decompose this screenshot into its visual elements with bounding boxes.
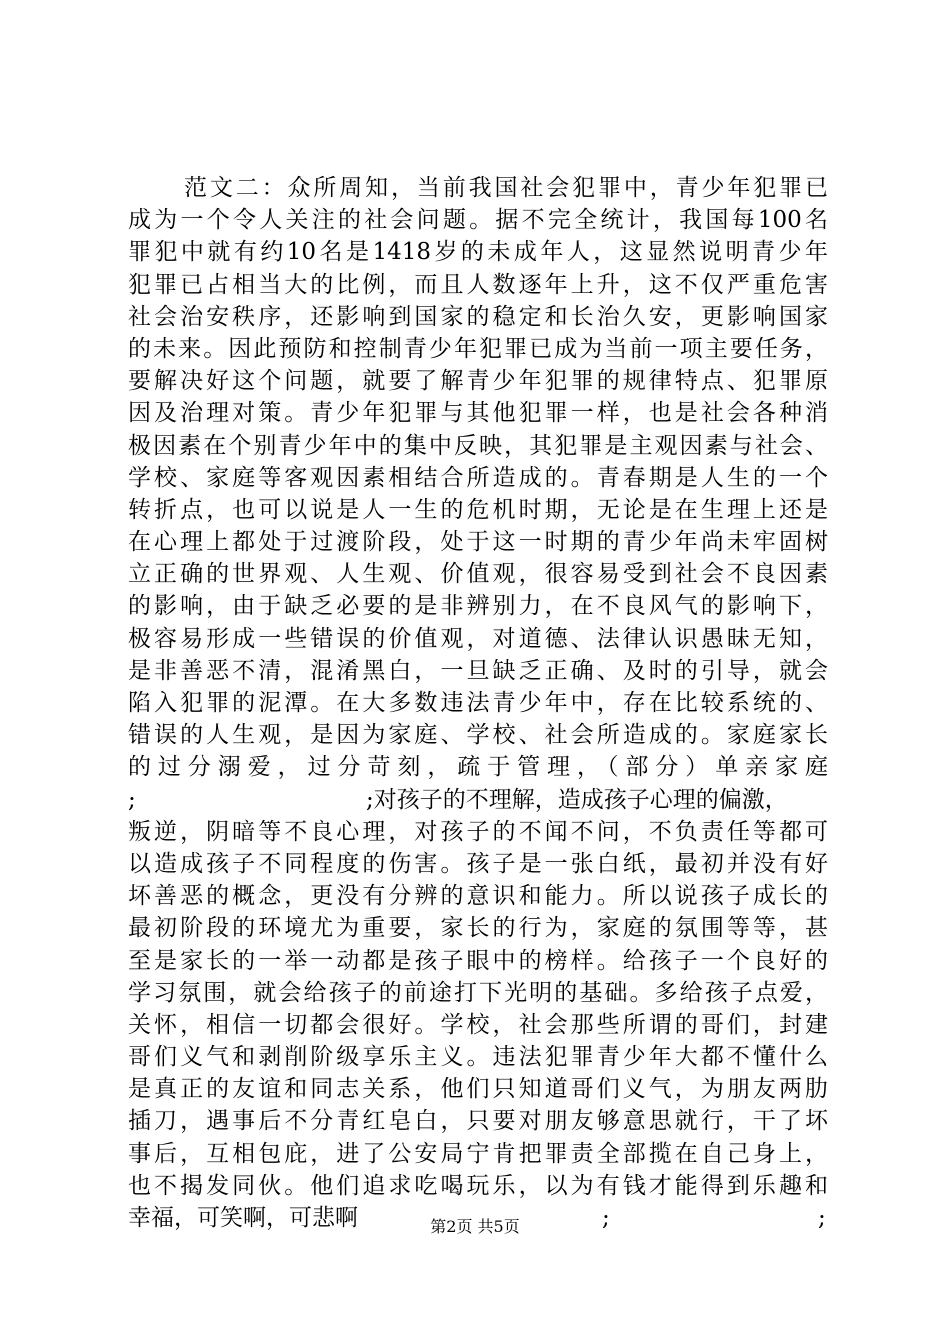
- text-line: 极因素在个别青少年中的集中反映，其犯罪是主观因素与社会、: [128, 432, 828, 459]
- semicolon-mark: ;: [818, 1205, 826, 1231]
- text-line: 罪犯中就有约10名是1418岁的未成年人，这显然说明青少年: [128, 239, 828, 266]
- text-line: 的未来。因此预防和控制青少年犯罪已成为当前一项主要任务，: [128, 335, 828, 362]
- text-line: 是非善恶不清，混淆黑白，一旦缺乏正确、及时的引导，就会: [128, 657, 828, 684]
- text-line: 立正确的世界观、人生观、价值观，很容易受到社会不良因素: [128, 561, 828, 588]
- article-body: [128, 172, 828, 1234]
- text-line: 因及治理对策。青少年犯罪与其他犯罪一样，也是社会各种消: [128, 400, 828, 427]
- text-line: 犯罪已占相当大的比例，而且人数逐年上升，这不仅严重危害: [128, 271, 828, 298]
- text-line: 是真正的友谊和同志关系，他们只知道哥们义气，为朋友两肋: [128, 1076, 828, 1103]
- text-line: 要解决好这个问题，就要了解青少年犯罪的规律特点、犯罪原: [128, 368, 828, 395]
- semicolon-mark: ;: [128, 786, 136, 813]
- text-line: 的过分溺爱，过分苛刻，疏于管理，（部分）单亲家庭: [128, 754, 828, 781]
- text-line: 学校、家庭等客观因素相结合所造成的。青春期是人生的一个: [128, 464, 828, 491]
- text-line: [128, 784, 828, 816]
- page-footer: [0, 1214, 950, 1237]
- text-line: 叛逆，阴暗等不良心理，对孩子的不闻不问，不负责任等都可: [128, 818, 828, 845]
- text-line: 陷入犯罪的泥潭。在大多数违法青少年中，存在比较系统的、: [128, 690, 828, 716]
- text-line: 也不揭发同伙。他们追求吃喝玩乐，以为有钱才能得到乐趣和: [128, 1172, 828, 1199]
- text-line: 以造成孩子不同程度的伤害。孩子是一张白纸，最初并没有好: [128, 850, 828, 877]
- text-line: 范文二：众所周知，当前我国社会犯罪中，青少年犯罪已: [184, 175, 828, 201]
- text-line: 最初阶段的环境尤为重要，家长的行为，家庭的氛围等等，甚: [128, 915, 828, 942]
- text-line: 极容易形成一些错误的价值观，对道德、法律认识愚昧无知，: [128, 625, 828, 652]
- text-line: 错误的人生观，是因为家庭、学校、社会所造成的。家庭家长: [128, 722, 828, 749]
- text-line: 至是家长的一举一动都是孩子眼中的榜样。给孩子一个良好的: [128, 947, 828, 974]
- page-number-label: 第2页 共5页: [430, 1217, 520, 1236]
- text-line: 事后，互相包庇，进了公安局宁肯把罪责全部揽在自己身上，: [128, 1140, 828, 1167]
- text-line: 哥们义气和剥削阶级享乐主义。违法犯罪青少年大都不懂什么: [128, 1044, 828, 1071]
- text-line: 成为一个令人关注的社会问题。据不完全统计，我国每100名: [128, 207, 828, 234]
- text-line: 的影响，由于缺乏必要的是非辨别力，在不良风气的影响下，: [128, 593, 828, 620]
- text-line: 插刀，遇事后不分青红皂白，只要对朋友够意思就行，干了坏: [128, 1108, 828, 1135]
- text-fragment: ;对孩子的不理解，造成孩子心理的偏激，: [366, 786, 788, 813]
- text-fragment: 幸福，可笑啊，可悲啊: [128, 1205, 358, 1231]
- text-line: 学习氛围，就会给孩子的前途打下光明的基础。多给孩子点爱，: [128, 979, 828, 1006]
- text-line: 社会治安秩序，还影响到国家的稳定和长治久安，更影响国家: [128, 303, 828, 330]
- text-line: 在心理上都处于过渡阶段，处于这一时期的青少年尚未牢固树: [128, 529, 828, 556]
- semicolon-mark: ;: [602, 1205, 610, 1231]
- text-line: 转折点，也可以说是人一生的危机时期，无论是在生理上还是: [128, 496, 828, 523]
- text-line: 坏善恶的概念，更没有分辨的意识和能力。所以说孩子成长的: [128, 883, 828, 910]
- text-line: 关怀，相信一切都会很好。学校，社会那些所谓的哥们，封建: [128, 1011, 828, 1038]
